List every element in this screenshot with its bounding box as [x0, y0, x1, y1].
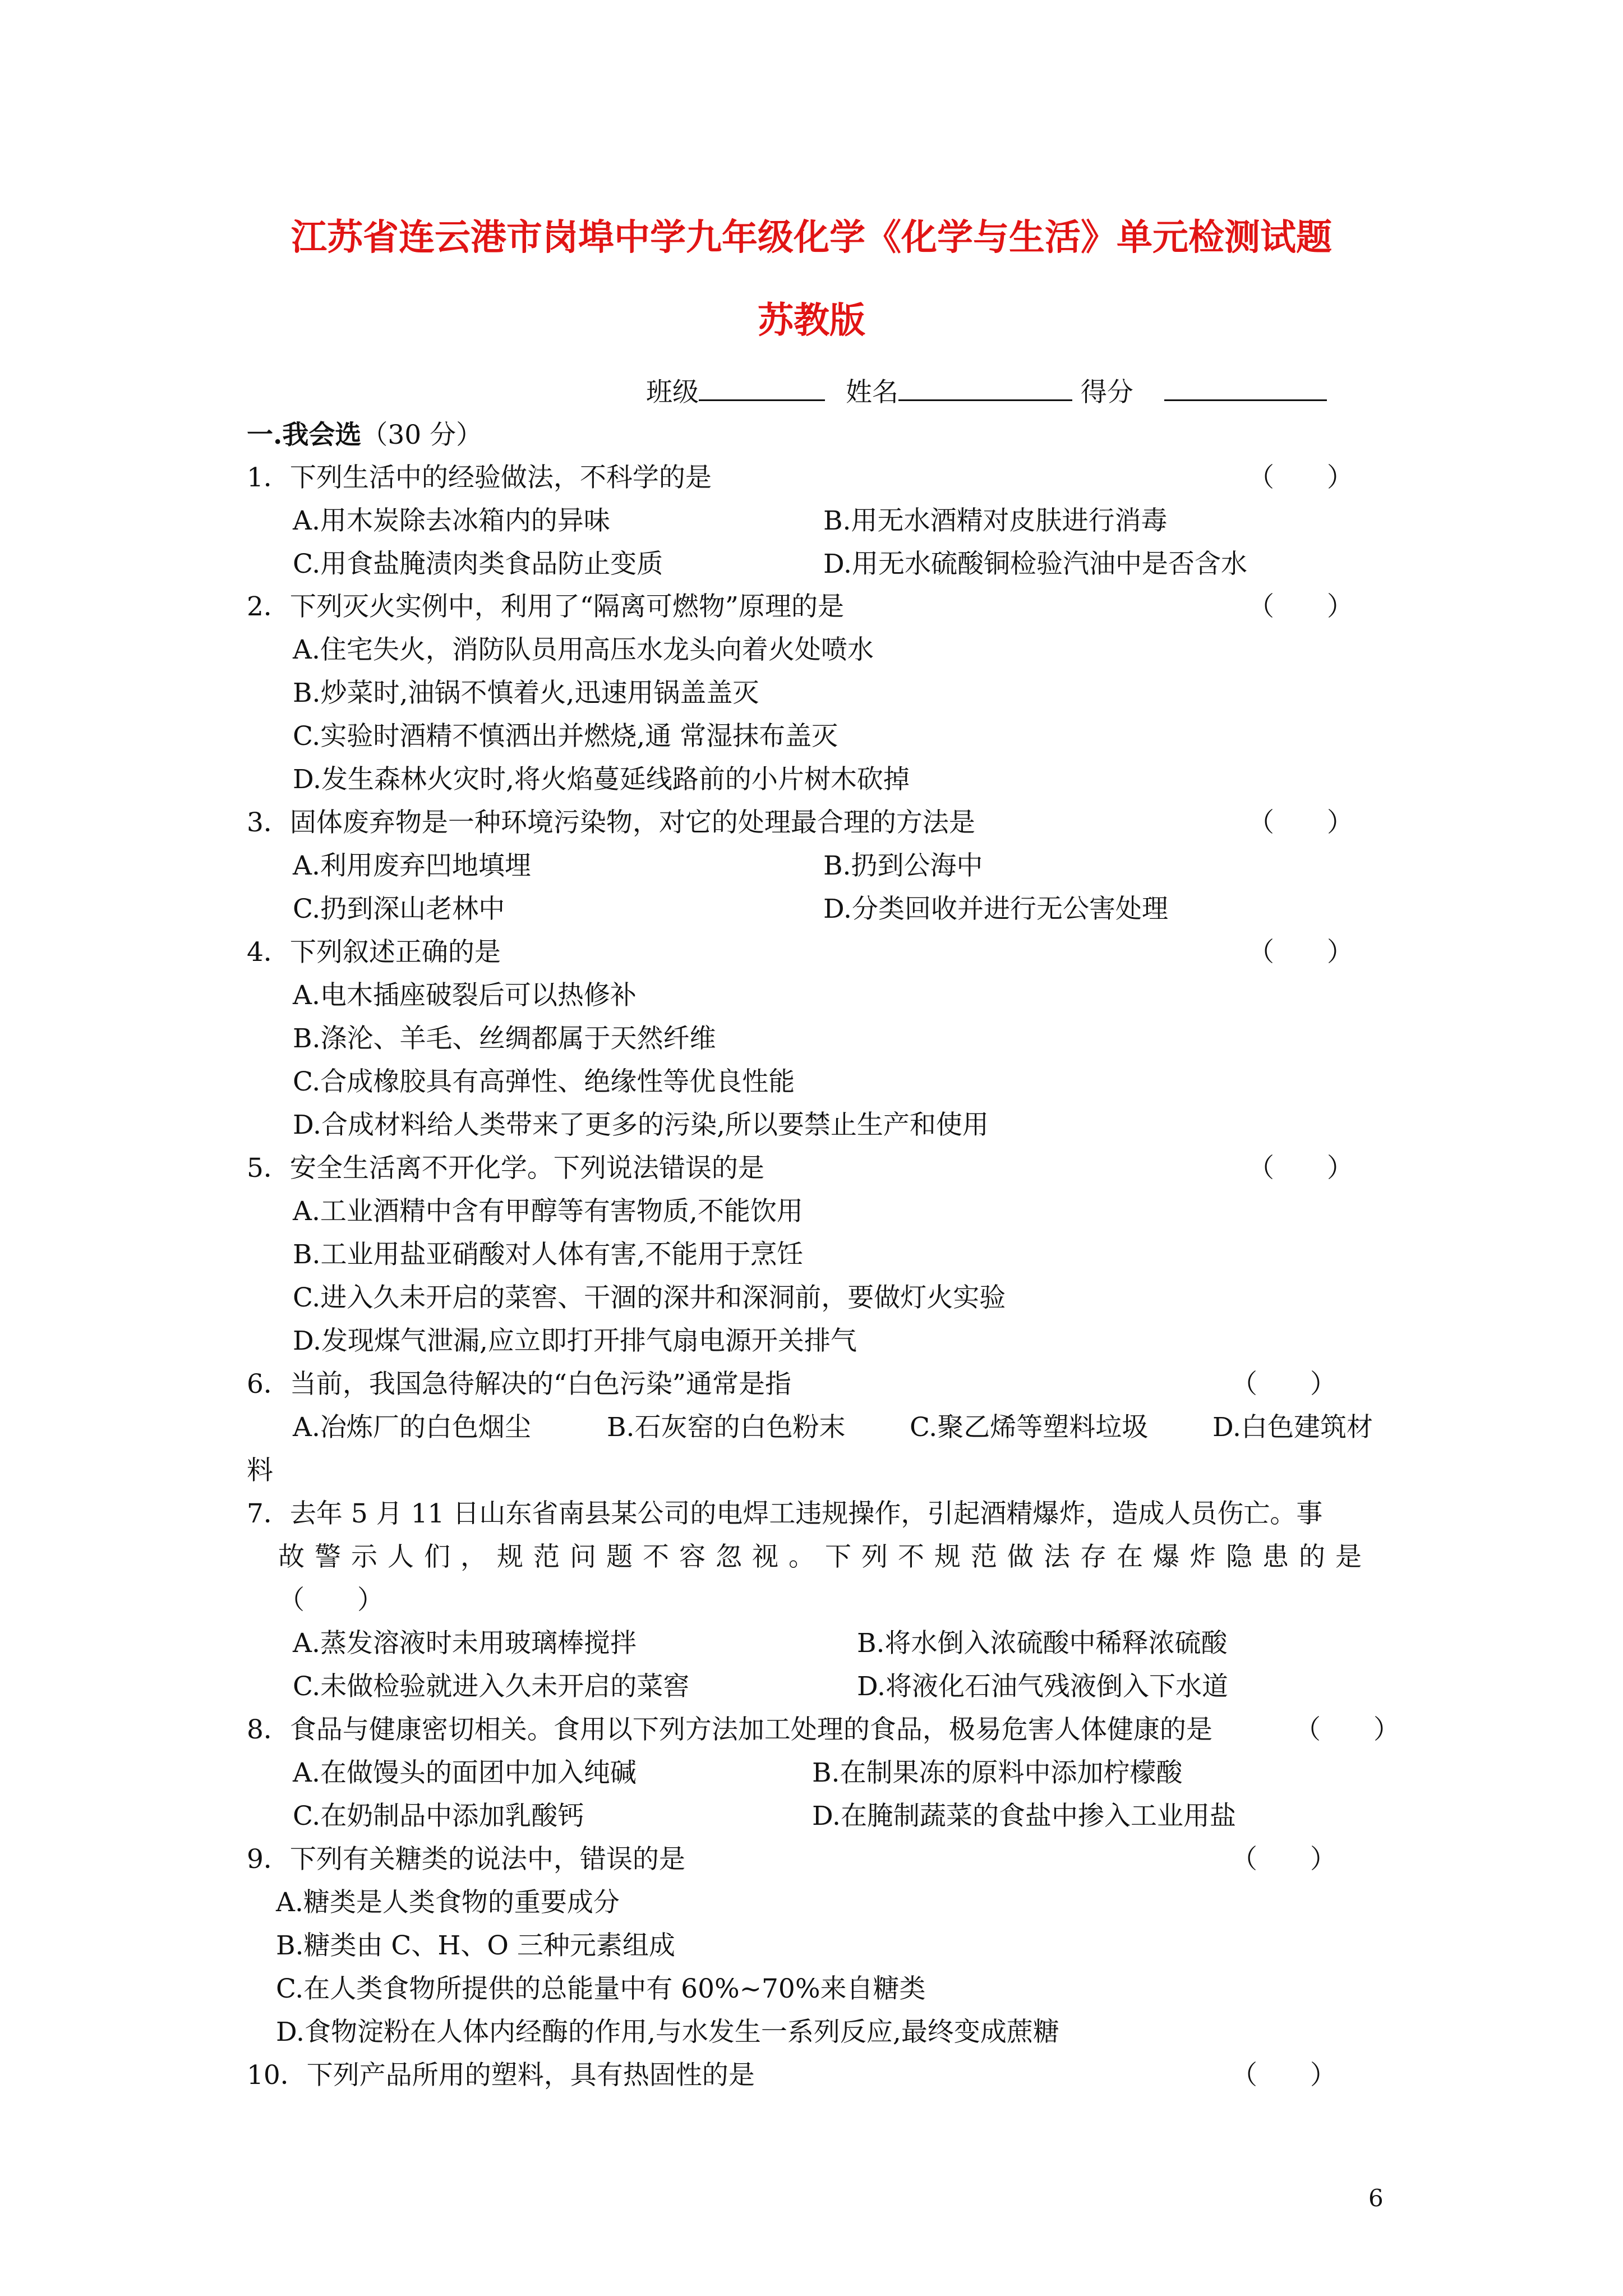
q6-option-d: D.白色建筑材 [1212, 1412, 1373, 1443]
q5-option-c: C.进入久未开启的菜窖、干涸的深井和深洞前，要做灯火实验 [293, 1282, 1006, 1313]
q2-option-c: C.实验时酒精不慎洒出并燃烧,通 常湿抹布盖灭 [293, 721, 838, 752]
answer-blank-2[interactable]: （ ） [1248, 591, 1353, 622]
q2-option-d: D.发生森林火灾时,将火焰蔓延线路前的小片树木砍掉 [293, 764, 910, 795]
question-7-stem-line2: 故警示人们，规范问题不容忽视。下列不规范做法存在爆炸隐患的是 [278, 1542, 1372, 1572]
q4-option-a: A.电木插座破裂后可以热修补 [293, 980, 637, 1011]
score-blank[interactable] [1164, 377, 1327, 401]
question-8-stem: 8．食品与健康密切相关。食用以下列方法加工处理的食品，极易危害人体健康的是 [247, 1714, 1212, 1745]
answer-blank-3[interactable]: （ ） [1248, 807, 1353, 838]
q2-option-b: B.炒菜时,油锅不慎着火,迅速用锅盖盖灭 [293, 678, 759, 708]
q1-option-b: B.用无水酒精对皮肤进行消毒 [823, 505, 1168, 536]
q9-option-c: C.在人类食物所提供的总能量中有 60%~70%来自糖类 [276, 1973, 926, 2004]
q9-option-d: D.食物淀粉在人体内经酶的作用,与水发生一系列反应,最终变成蔗糖 [276, 2017, 1059, 2047]
q6-option-b: B.石灰窑的白色粉末 [607, 1412, 846, 1443]
q8-option-c: C.在奶制品中添加乳酸钙 [293, 1801, 584, 1832]
q8-option-d: D.在腌制蔬菜的食盐中掺入工业用盐 [812, 1801, 1236, 1832]
q8-option-b: B.在制果冻的原料中添加柠檬酸 [812, 1757, 1183, 1788]
answer-blank-9[interactable]: （ ） [1231, 1844, 1336, 1875]
name-blank[interactable] [898, 377, 1072, 401]
q6-option-c: C.聚乙烯等塑料垃圾 [910, 1412, 1149, 1443]
q3-option-d: D.分类回收并进行无公害处理 [823, 894, 1168, 924]
q3-option-c: C.扔到深山老林中 [293, 894, 505, 924]
class-label: 班级 [646, 377, 699, 408]
student-info-header [646, 377, 1327, 406]
answer-blank-8[interactable]: （ ） [1294, 1714, 1400, 1745]
q1-option-d: D.用无水硫酸铜检验汽油中是否含水 [823, 549, 1247, 579]
q3-option-b: B.扔到公海中 [823, 850, 983, 881]
answer-blank-4[interactable]: （ ） [1248, 937, 1353, 968]
q4-option-c: C.合成橡胶具有高弹性、绝缘性等优良性能 [293, 1066, 795, 1097]
question-10-stem: 10．下列产品所用的塑料，具有热固性的是 [247, 2060, 755, 2091]
answer-blank-7[interactable]: （ ） [278, 1585, 384, 1616]
q5-option-b: B.工业用盐亚硝酸对人体有害,不能用于烹饪 [293, 1239, 804, 1270]
question-6-stem: 6．当前，我国急待解决的“白色污染”通常是指 [247, 1369, 791, 1400]
question-4-stem: 4．下列叙述正确的是 [247, 937, 501, 968]
answer-blank-1[interactable]: （ ） [1248, 462, 1353, 493]
question-9-stem: 9．下列有关糖类的说法中，错误的是 [247, 1844, 685, 1875]
section-points: （30 分） [361, 420, 483, 450]
page-title: 江苏省连云港市岗埠中学九年级化学《化学与生活》单元检测试题 [291, 217, 1332, 259]
page-subtitle: 苏教版 [758, 300, 865, 342]
answer-blank-6[interactable]: （ ） [1231, 1369, 1336, 1400]
q7-option-d: D.将液化石油气残液倒入下水道 [857, 1671, 1228, 1702]
q6-option-d-continued: 料 [247, 1455, 273, 1486]
q4-option-d: D.合成材料给人类带来了更多的污染,所以要禁止生产和使用 [293, 1110, 989, 1140]
name-label: 姓名 [845, 377, 898, 408]
q1-option-c: C.用食盐腌渍肉类食品防止变质 [293, 549, 663, 579]
q9-option-b: B.糖类由 C、H、O 三种元素组成 [276, 1930, 675, 1961]
question-2-stem: 2．下列灭火实例中，利用了“隔离可燃物”原理的是 [247, 591, 844, 622]
q8-option-a: A.在做馒头的面团中加入纯碱 [293, 1757, 637, 1788]
q4-option-b: B.涤沦、羊毛、丝绸都属于天然纤维 [293, 1023, 716, 1054]
section-label: 一.我会选 [247, 420, 362, 450]
q3-option-a: A.利用废弃凹地填埋 [293, 850, 531, 881]
q5-option-a: A.工业酒精中含有甲醇等有害物质,不能饮用 [293, 1196, 803, 1227]
q5-option-d: D.发现煤气泄漏,应立即打开排气扇电源开关排气 [293, 1326, 857, 1356]
question-1-stem: 1．下列生活中的经验做法，不科学的是 [247, 462, 712, 493]
q9-option-a: A.糖类是人类食物的重要成分 [276, 1887, 620, 1918]
q2-option-a: A.住宅失火，消防队员用高压水龙头向着火处喷水 [293, 634, 874, 665]
q7-option-b: B.将水倒入浓硫酸中稀释浓硫酸 [857, 1628, 1228, 1659]
question-3-stem: 3．固体废弃物是一种环境污染物，对它的处理最合理的方法是 [247, 807, 975, 838]
question-5-stem: 5．安全生活离不开化学。下列说法错误的是 [247, 1153, 764, 1184]
q7-option-c: C.未做检验就进入久未开启的菜窖 [293, 1671, 690, 1702]
answer-blank-5[interactable]: （ ） [1248, 1153, 1353, 1184]
q1-option-a: A.用木炭除去冰箱内的异味 [293, 505, 610, 536]
class-blank[interactable] [699, 377, 825, 401]
question-7-stem-line1: 7．去年 5 月 11 日山东省南县某公司的电焊工违规操作，引起酒精爆炸，造成人员伤亡。事 [247, 1498, 1323, 1529]
q6-option-a: A.冶炼厂的白色烟尘 [293, 1412, 531, 1443]
score-label: 得分 [1080, 377, 1133, 408]
page-number: 6 [1368, 2184, 1384, 2212]
answer-blank-10[interactable]: （ ） [1231, 2060, 1336, 2091]
q7-option-a: A.蒸发溶液时未用玻璃棒搅拌 [293, 1628, 637, 1659]
section-heading [247, 422, 482, 448]
